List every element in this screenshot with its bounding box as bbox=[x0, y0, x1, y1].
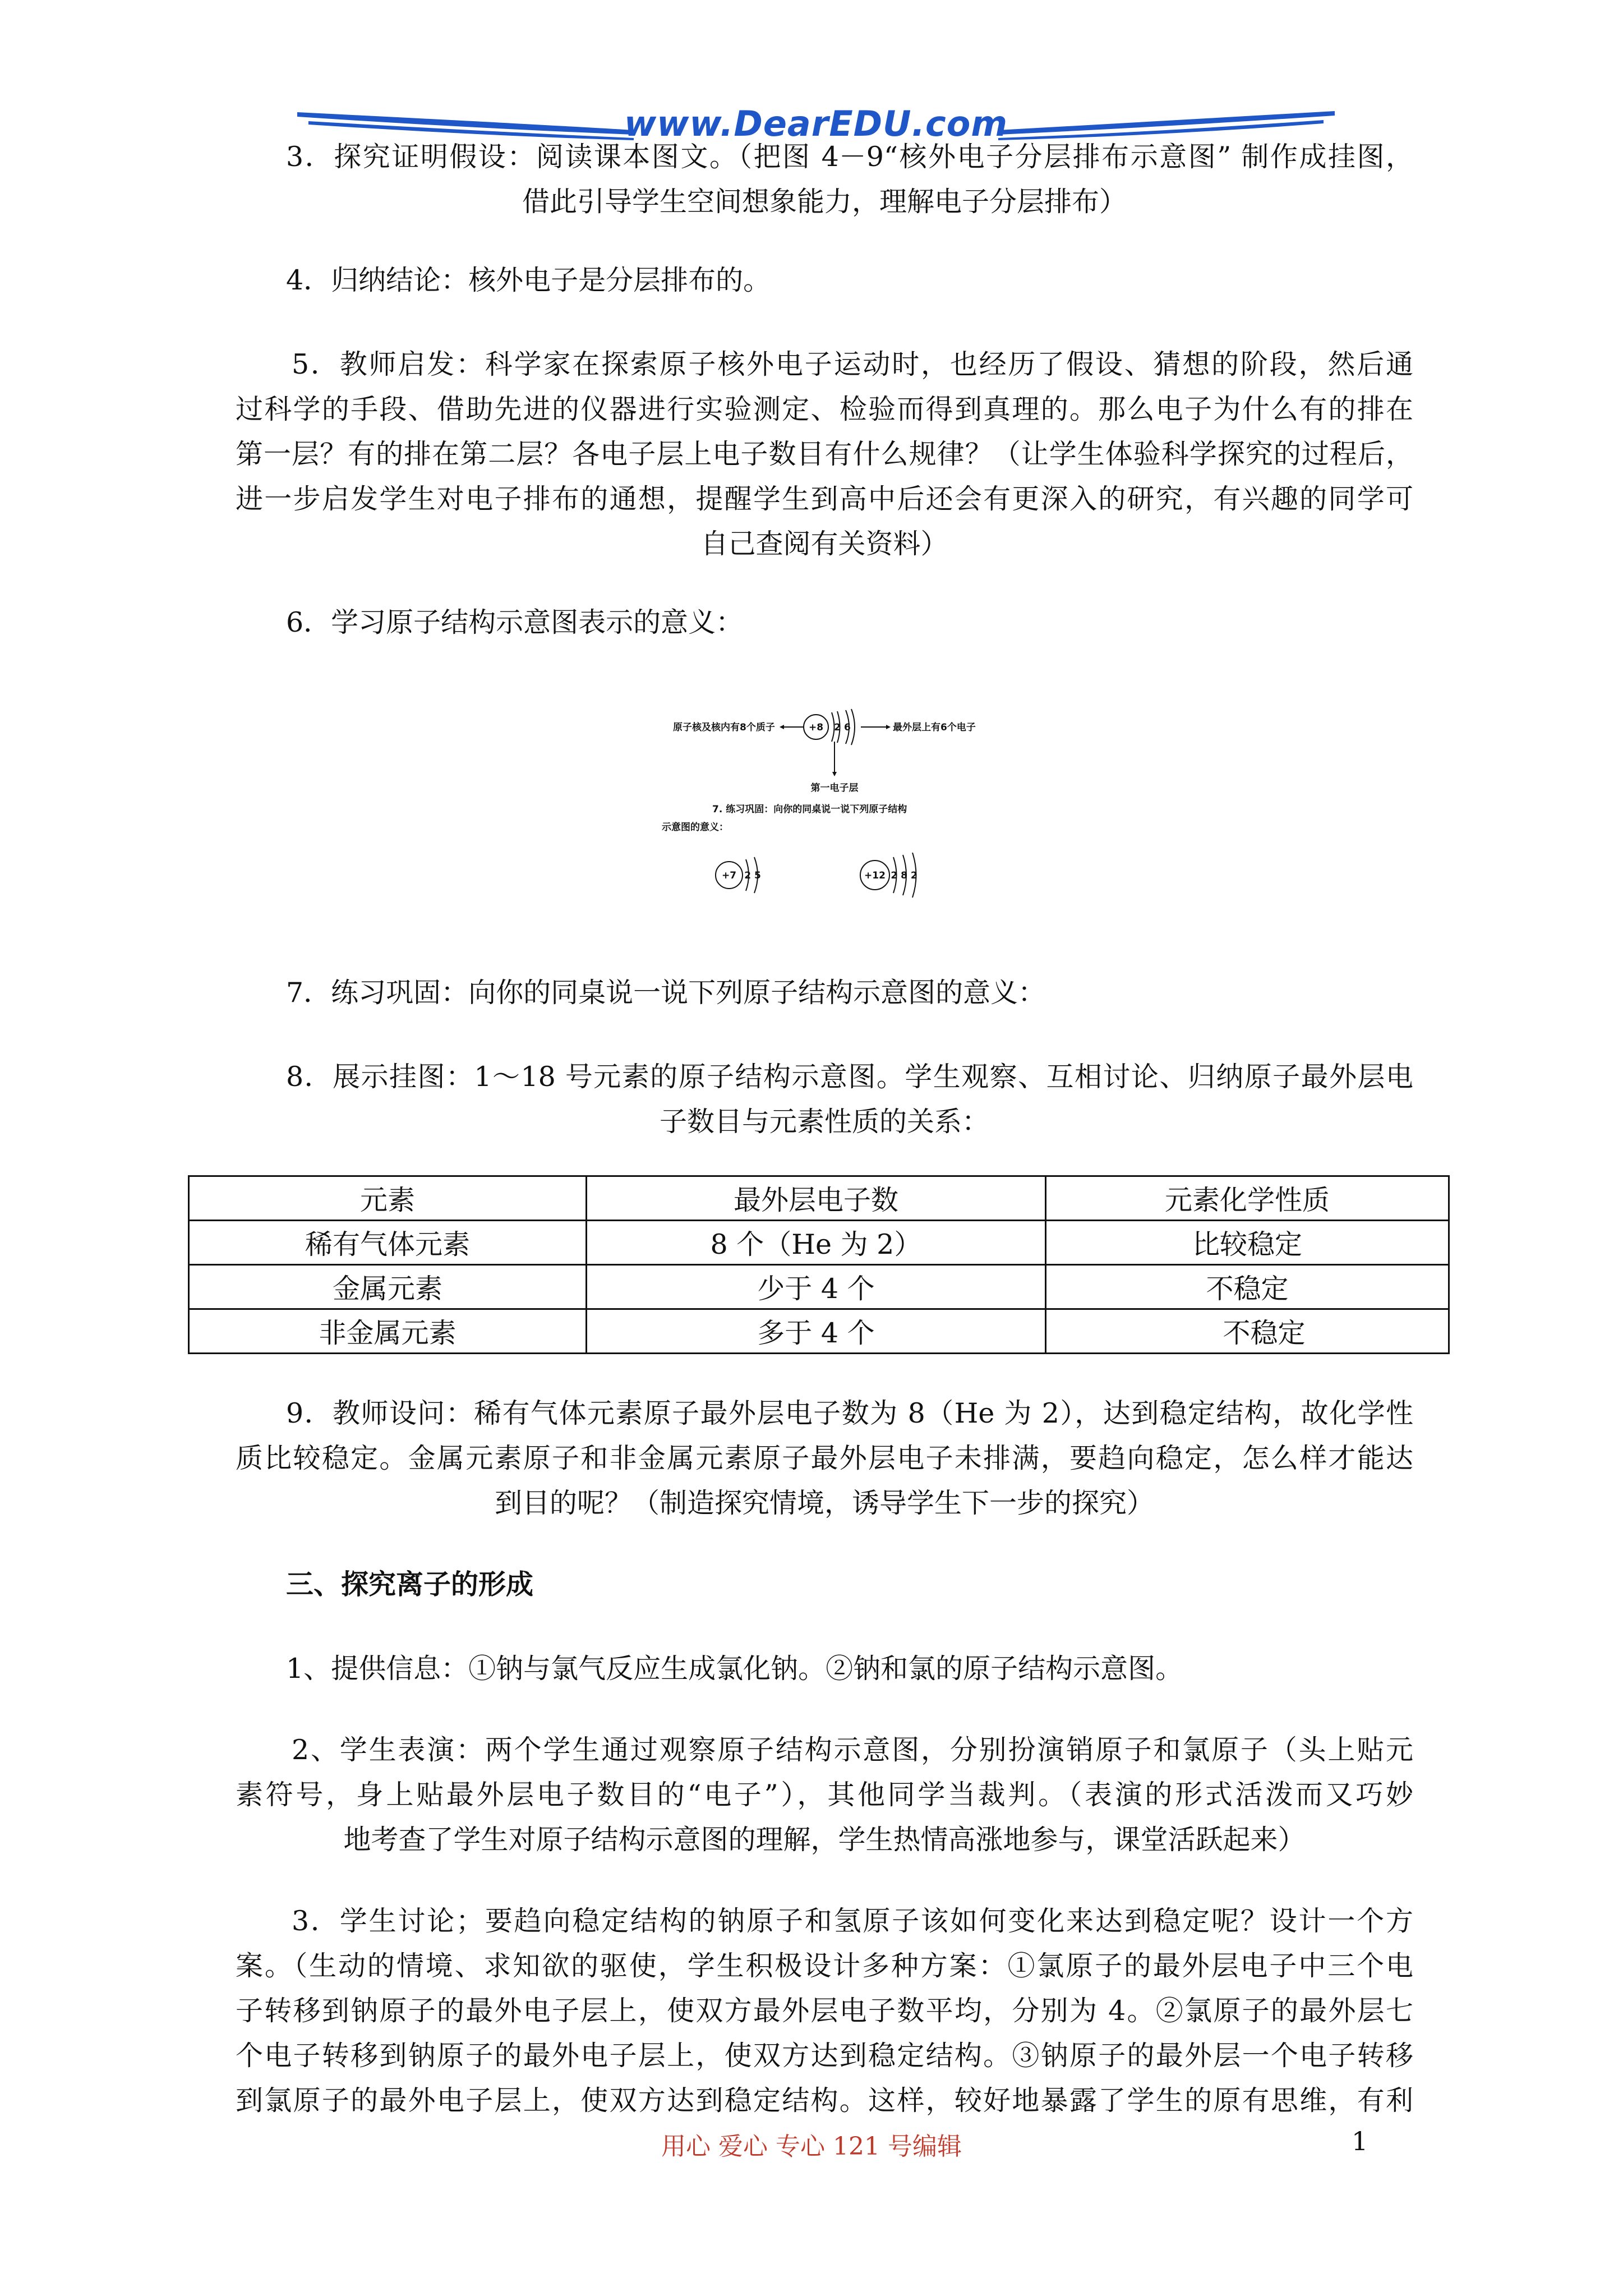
table-header-row bbox=[189, 1176, 1449, 1221]
table-cell: 少于 4 个 bbox=[586, 1265, 1045, 1309]
paragraph-line: 6．学习原子结构示意图表示的意义： bbox=[286, 606, 744, 638]
paragraph-line: 素符号，身上贴最外层电子数目的“电子”），其他同学当裁判。（表演的形式活泼而又巧妙 bbox=[236, 1779, 1413, 1811]
paragraph-line: 借此引导学生空间想象能力，理解电子分层排布） bbox=[522, 186, 1127, 218]
section-heading bbox=[236, 1562, 1413, 1607]
table-cell: 比较稳定 bbox=[1045, 1221, 1449, 1265]
paragraph-3 bbox=[236, 135, 1413, 224]
table-cell: 金属元素 bbox=[189, 1265, 587, 1309]
paragraph-6 bbox=[236, 600, 1413, 645]
table-cell: 非金属元素 bbox=[189, 1309, 587, 1354]
paragraph-line: 9．教师设问：稀有气体元素原子最外层电子数为 8（He 为 2），达到稳定结构，故化学性 bbox=[286, 1397, 1413, 1429]
paragraph-line: 2、学生表演：两个学生通过观察原子结构示意图，分别扮演销原子和氯原子（头上贴元 bbox=[292, 1734, 1413, 1766]
logo-text: www.DearEDU.com bbox=[624, 103, 1008, 144]
page-number: 1 bbox=[1352, 2126, 1368, 2156]
paragraph-line: 地考查了学生对原子结构示意图的理解，学生热情高涨地参与，课堂活跃起来） bbox=[343, 1824, 1306, 1856]
table-header-cell: 最外层电子数 bbox=[586, 1176, 1045, 1221]
section-3-heading: 三、探究离子的形成 bbox=[286, 1568, 534, 1600]
paragraph-8 bbox=[236, 1055, 1413, 1144]
paragraph-line: 子转移到钠原子的最外电子层上，使双方最外层电子数平均，分别为 4。②氯原子的最外层七 bbox=[236, 1995, 1413, 2027]
table-cell: 多于 4 个 bbox=[586, 1309, 1045, 1354]
table-cell: 不稳定 bbox=[1045, 1265, 1449, 1309]
paragraph-line: 8．展示挂图：1～18 号元素的原子结构示意图。学生观察、互相讨论、归纳原子最外层电 bbox=[286, 1061, 1413, 1093]
paragraph-line: 3．学生讨论；要趋向稳定结构的钠原子和氢原子该如何变化来达到稳定呢？设计一个方 bbox=[292, 1905, 1413, 1937]
paragraph-line: 过科学的手段、借助先进的仪器进行实验测定、检验而得到真理的。那么电子为什么有的排在 bbox=[236, 393, 1413, 425]
paragraph-line: 进一步启发学生对电子排布的通想，提醒学生到高中后还会有更深入的研究，有兴趣的同学可 bbox=[236, 483, 1413, 515]
table-cell: 不稳定 bbox=[1045, 1309, 1449, 1354]
table-cell: 8 个（He 为 2） bbox=[586, 1221, 1045, 1265]
paragraph-line: 到目的呢？（制造探究情境，诱导学生下一步的探究） bbox=[494, 1487, 1154, 1519]
atom-a-nucleus: +7 bbox=[721, 870, 737, 881]
atom-a-shells: 2 5 bbox=[744, 870, 761, 881]
atom-structure-diagram bbox=[662, 696, 1088, 920]
paragraph-line: 5．教师启发：科学家在探索原子核外电子运动时，也经历了假设、猜想的阶段，然后通 bbox=[292, 348, 1413, 380]
diagram-caption-1: 7. 练习巩固：向你的同桌说一说下列原子结构 bbox=[712, 804, 907, 815]
item-3 bbox=[236, 1899, 1413, 2123]
page-footer: 用心 爱心 专心 121 号编辑 bbox=[661, 2132, 962, 2161]
paragraph-9 bbox=[236, 1391, 1413, 1526]
diagram-shells: 2 6 bbox=[834, 722, 851, 733]
diagram-nucleus: +8 bbox=[808, 722, 824, 733]
paragraph-line: 3．探究证明假设：阅读课本图文。（把图 4－9“核外电子分层排布示意图” 制作成挂图， bbox=[286, 141, 1413, 173]
paragraph-line: 到氯原子的最外电子层上，使双方达到稳定结构。这样，较好地暴露了学生的原有思维，有利 bbox=[236, 2085, 1413, 2116]
paragraph-4 bbox=[236, 258, 1413, 303]
paragraph-line: 个电子转移到钠原子的最外电子层上，使双方达到稳定结构。③钠原子的最外层一个电子转移 bbox=[236, 2040, 1413, 2072]
table-row bbox=[189, 1265, 1449, 1309]
paragraph-line: 4．归纳结论：核外电子是分层排布的。 bbox=[286, 264, 771, 296]
paragraph-7 bbox=[236, 970, 1413, 1015]
table-row bbox=[189, 1309, 1449, 1354]
table-row bbox=[189, 1221, 1449, 1265]
table-cell: 稀有气体元素 bbox=[189, 1221, 587, 1265]
paragraph-line: 案。（生动的情境、求知欲的驱使，学生积极设计多种方案：①氯原子的最外层电子中三个电 bbox=[236, 1950, 1413, 1982]
diagram-caption-2: 示意图的意义： bbox=[662, 822, 728, 833]
table-header-cell: 元素化学性质 bbox=[1045, 1176, 1449, 1221]
diagram-left-label: 原子核及核内有8个质子 bbox=[673, 722, 775, 733]
paragraph-line: 第一层？有的排在第二层？各电子层上电子数目有什么规律？（让学生体验科学探究的过程后， bbox=[236, 438, 1413, 470]
paragraph-line: 7．练习巩固：向你的同桌说一说下列原子结构示意图的意义： bbox=[286, 977, 1046, 1009]
element-properties-table bbox=[188, 1175, 1450, 1354]
paragraph-line: 自己查阅有关资料） bbox=[700, 528, 948, 560]
paragraph-line: 子数目与元素性质的关系： bbox=[659, 1106, 989, 1138]
item-1 bbox=[236, 1646, 1413, 1691]
paragraph-line: 1、提供信息：①钠与氯气反应生成氯化钠。②钠和氯的原子结构示意图。 bbox=[286, 1653, 1183, 1685]
item-2 bbox=[236, 1728, 1413, 1862]
atom-b-nucleus: +12 bbox=[864, 870, 886, 881]
diagram-right-label: 最外层上有6个电子 bbox=[893, 722, 976, 733]
diagram-bottom-label: 第一电子层 bbox=[810, 783, 859, 794]
paragraph-line: 质比较稳定。金属元素原子和非金属元素原子最外层电子未排满，要趋向稳定，怎么样才能达 bbox=[236, 1442, 1413, 1474]
table-header-cell: 元素 bbox=[189, 1176, 587, 1221]
atom-b-shells: 2 8 2 bbox=[891, 870, 917, 881]
paragraph-5 bbox=[236, 342, 1413, 567]
